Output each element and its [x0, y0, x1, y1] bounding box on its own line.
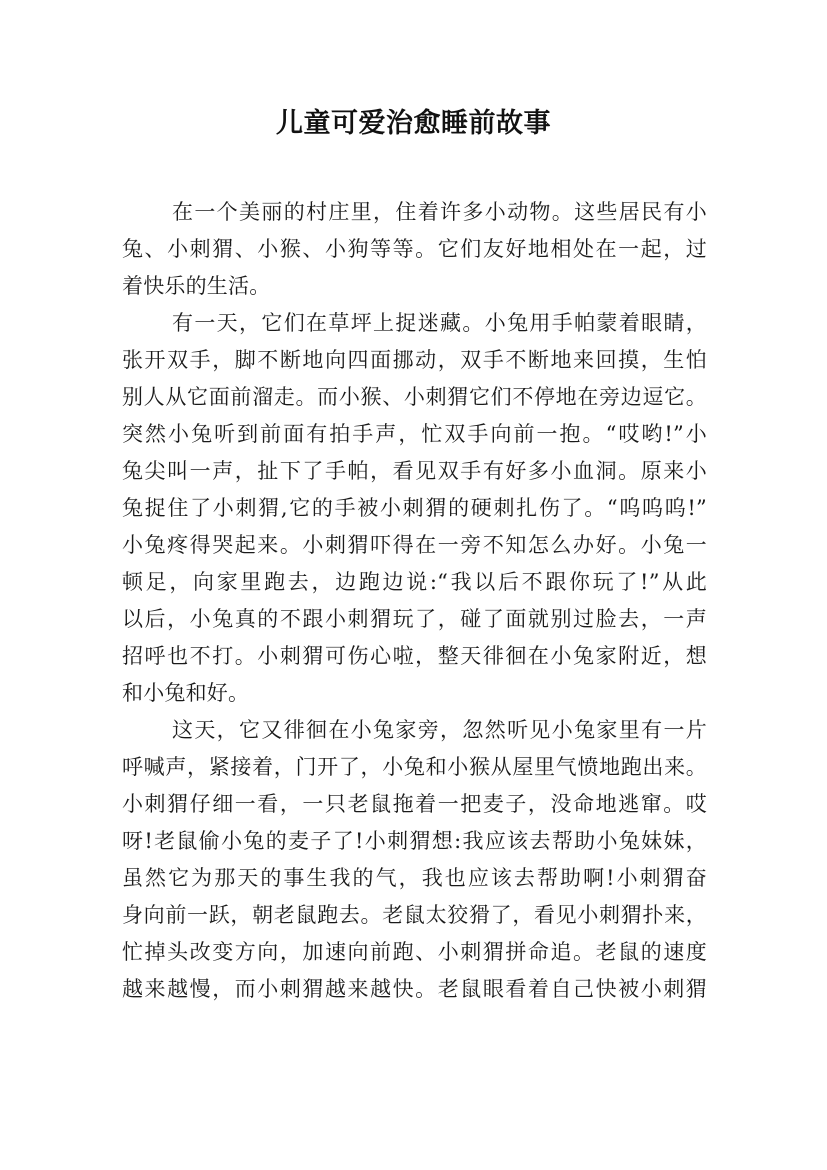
- text-line: 以后，小兔真的不跟小刺猬玩了，碰了面就别过脸去，一声: [122, 607, 707, 631]
- text-line: 虽然它为那天的事生我的气，我也应该去帮助啊!小刺猬奋: [122, 866, 707, 890]
- text-line: 呼喊声，紧接着，门开了，小兔和小猴从屋里气愤地跑出来。: [122, 755, 707, 779]
- text-line: 别人从它面前溜走。而小猴、小刺猬它们不停地在旁边逗它。: [122, 385, 707, 409]
- text-line: 兔尖叫一声，扯下了手帕，看见双手有好多小血洞。原来小: [122, 459, 707, 483]
- text-line: 招呼也不打。小刺猬可伤心啦，整天徘徊在小兔家附近，想: [122, 644, 707, 668]
- text-line: 身向前一跃，朝老鼠跑去。老鼠太狡猾了，看见小刺猬扑来，: [122, 903, 707, 927]
- text-line: 突然小兔听到前面有拍手声，忙双手向前一抱。“哎哟!”小: [122, 422, 707, 446]
- text-line: 顿足，向家里跑去，边跑边说:“我以后不跟你玩了!”从此: [122, 570, 707, 594]
- text-line: 越来越慢，而小刺猬越来越快。老鼠眼看着自己快被小刺猬: [122, 977, 707, 1001]
- text-line: 有一天，它们在草坪上捉迷藏。小兔用手帕蒙着眼睛，: [172, 311, 707, 335]
- text-line: 在一个美丽的村庄里，住着许多小动物。这些居民有小: [172, 200, 707, 224]
- paragraph: [122, 712, 707, 1008]
- page-title: 儿童可爱治愈睡前故事: [276, 108, 551, 139]
- paragraph: [122, 305, 707, 712]
- text-line: 小兔疼得哭起来。小刺猬吓得在一旁不知怎么办好。小兔一: [122, 533, 707, 557]
- story-body: [122, 194, 707, 1008]
- text-line: 小刺猬仔细一看，一只老鼠拖着一把麦子，没命地逃窜。哎: [122, 792, 707, 816]
- text-line: 兔、小刺猬、小猴、小狗等等。它们友好地相处在一起，过: [122, 237, 707, 261]
- text-line: 这天，它又徘徊在小兔家旁，忽然听见小兔家里有一片: [172, 718, 707, 742]
- text-line: 张开双手，脚不断地向四面挪动，双手不断地来回摸，生怕: [122, 348, 707, 372]
- text-line: 呀!老鼠偷小兔的麦子了!小刺猬想:我应该去帮助小兔妹妹，: [122, 829, 707, 853]
- text-line: 和小兔和好。: [122, 681, 250, 705]
- text-line: 忙掉头改变方向，加速向前跑、小刺猬拼命追。老鼠的速度: [122, 940, 707, 964]
- text-line: 着快乐的生活。: [122, 274, 271, 298]
- paragraph: [122, 194, 707, 305]
- text-line: 兔捉住了小刺猬,它的手被小刺猬的硬刺扎伤了。“呜呜呜!”: [122, 496, 707, 520]
